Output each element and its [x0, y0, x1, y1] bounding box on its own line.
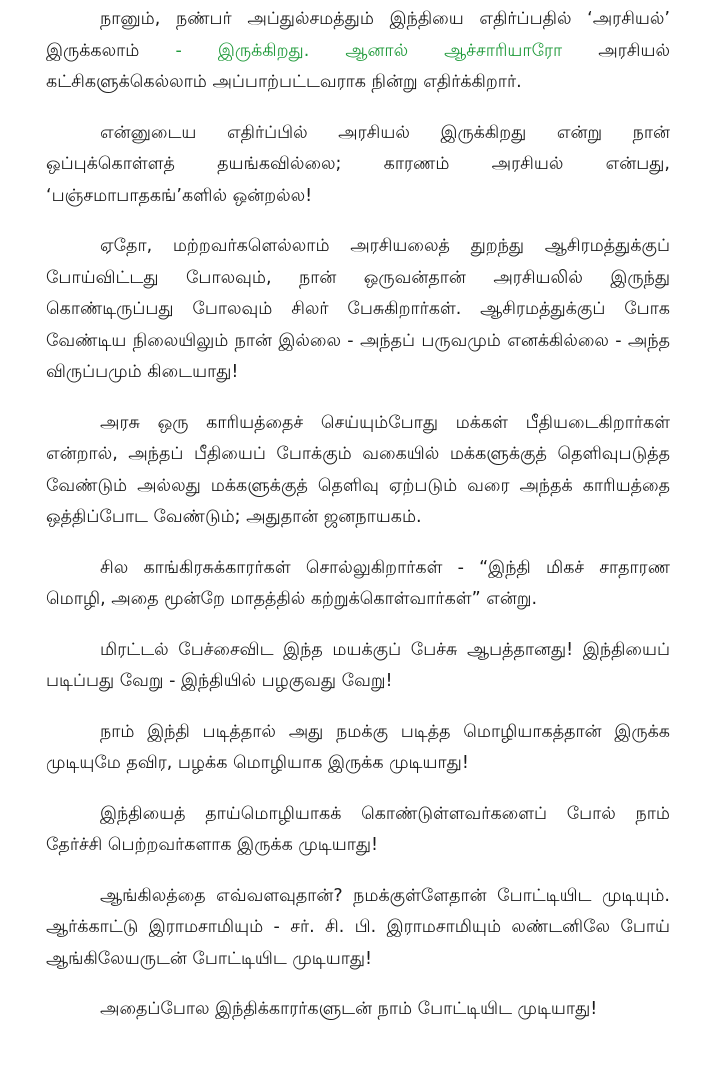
paragraph-7: நாம் இந்தி படித்தால் அது நமக்கு படித்த மொழியாகத்தான் இருக்க முடியுமே தவிர, பழக்க மொழியாக இருக்க முடியாது! [46, 721, 670, 773]
paragraph-3: ஏதோ, மற்றவர்களெல்லாம் அரசியலைத் துறந்து ஆசிரமத்துக்குப் போய்விட்டது போலவும், நான் ஒருவன்தான் அரசியலில் இருந்து கொண்டிருப்பது போலவும் சிலர் பேசுகிறார்கள். ஆசிரமத்துக்குப் போக வேண்டிய நிலையிலும் நான் இல்லை - அந்தப் பருவமும் எனக்கில்லை - அந்த விருப்பமும் கிடையாது! [46, 236, 670, 382]
paragraph-1 [46, 4, 670, 99]
paragraph-2: என்னுடைய எதிர்ப்பில் அரசியல் இருக்கிறது என்று நான் ஒப்புக்கொள்ளத் தயங்கவில்லை; காரணம் அரசியல் என்பது, ‘பஞ்சமாபாதகங்’களில் ஒன்றல்ல! [46, 122, 670, 206]
paragraph-8: இந்தியைத் தாய்மொழியாகக் கொண்டுள்ளவர்களைப் போல் நாம் தேர்ச்சி பெற்றவர்களாக இருக்க முடியாது! [46, 803, 670, 855]
paragraph-9: ஆங்கிலத்தை எவ்வளவுதான்? நமக்குள்ளேதான் போட்டியிட முடியும். ஆர்க்காட்டு இராமசாமியும் - சர். சி. பி. இராமசாமியும் லண்டனிலே போய் ஆங்கிலேயருடன் போட்டியிட முடியாது! [46, 885, 670, 969]
paragraph-10: அதைப்போல இந்திக்காரர்களுடன் நாம் போட்டியிட முடியாது! [100, 999, 598, 1019]
paragraph-4: அரசு ஒரு காரியத்தைச் செய்யும்போது மக்கள் பீதியடைகிறார்கள் என்றால், அந்தப் பீதியைப் போக்கும் வகையில் மக்களுக்குத் தெளிவுபடுத்த வேண்டும் அல்லது மக்களுக்குத் தெளிவு ஏற்படும் வரை அந்தக் காரியத்தை ஒத்திப்போட வேண்டும்; அதுதான் ஜனநாயகம். [46, 412, 670, 527]
paragraph-5: சில காங்கிரசுக்காரர்கள் சொல்லுகிறார்கள் - “இந்தி மிகச் சாதாரண மொழி, அதை மூன்றே மாதத்தில் கற்றுக்கொள்வார்கள்” என்று. [46, 557, 670, 609]
paragraph-6: மிரட்டல் பேச்சைவிட இந்த மயக்குப் பேச்சு ஆபத்தானது! இந்தியைப் படிப்பது வேறு - இந்தியில் பழகுவது வேறு! [46, 639, 670, 691]
document-page [46, 4, 670, 1026]
paragraph-1-text-b: அரசியல் கட்சிகளுக்கெல்லாம் அப்பாற்பட்டவராக நின்று எதிர்க்கிறார். [46, 40, 670, 92]
paragraph-1-text-highlight: - இருக்கிறது. ஆனால் ஆச்சாரியாரோ [175, 40, 563, 61]
paragraph-1-text-a: நானும், நண்பர் அப்துல்சமத்தும் இந்தியை எதிர்ப்பதில் ‘அரசியல்’ இருக்கலாம் [46, 9, 670, 61]
